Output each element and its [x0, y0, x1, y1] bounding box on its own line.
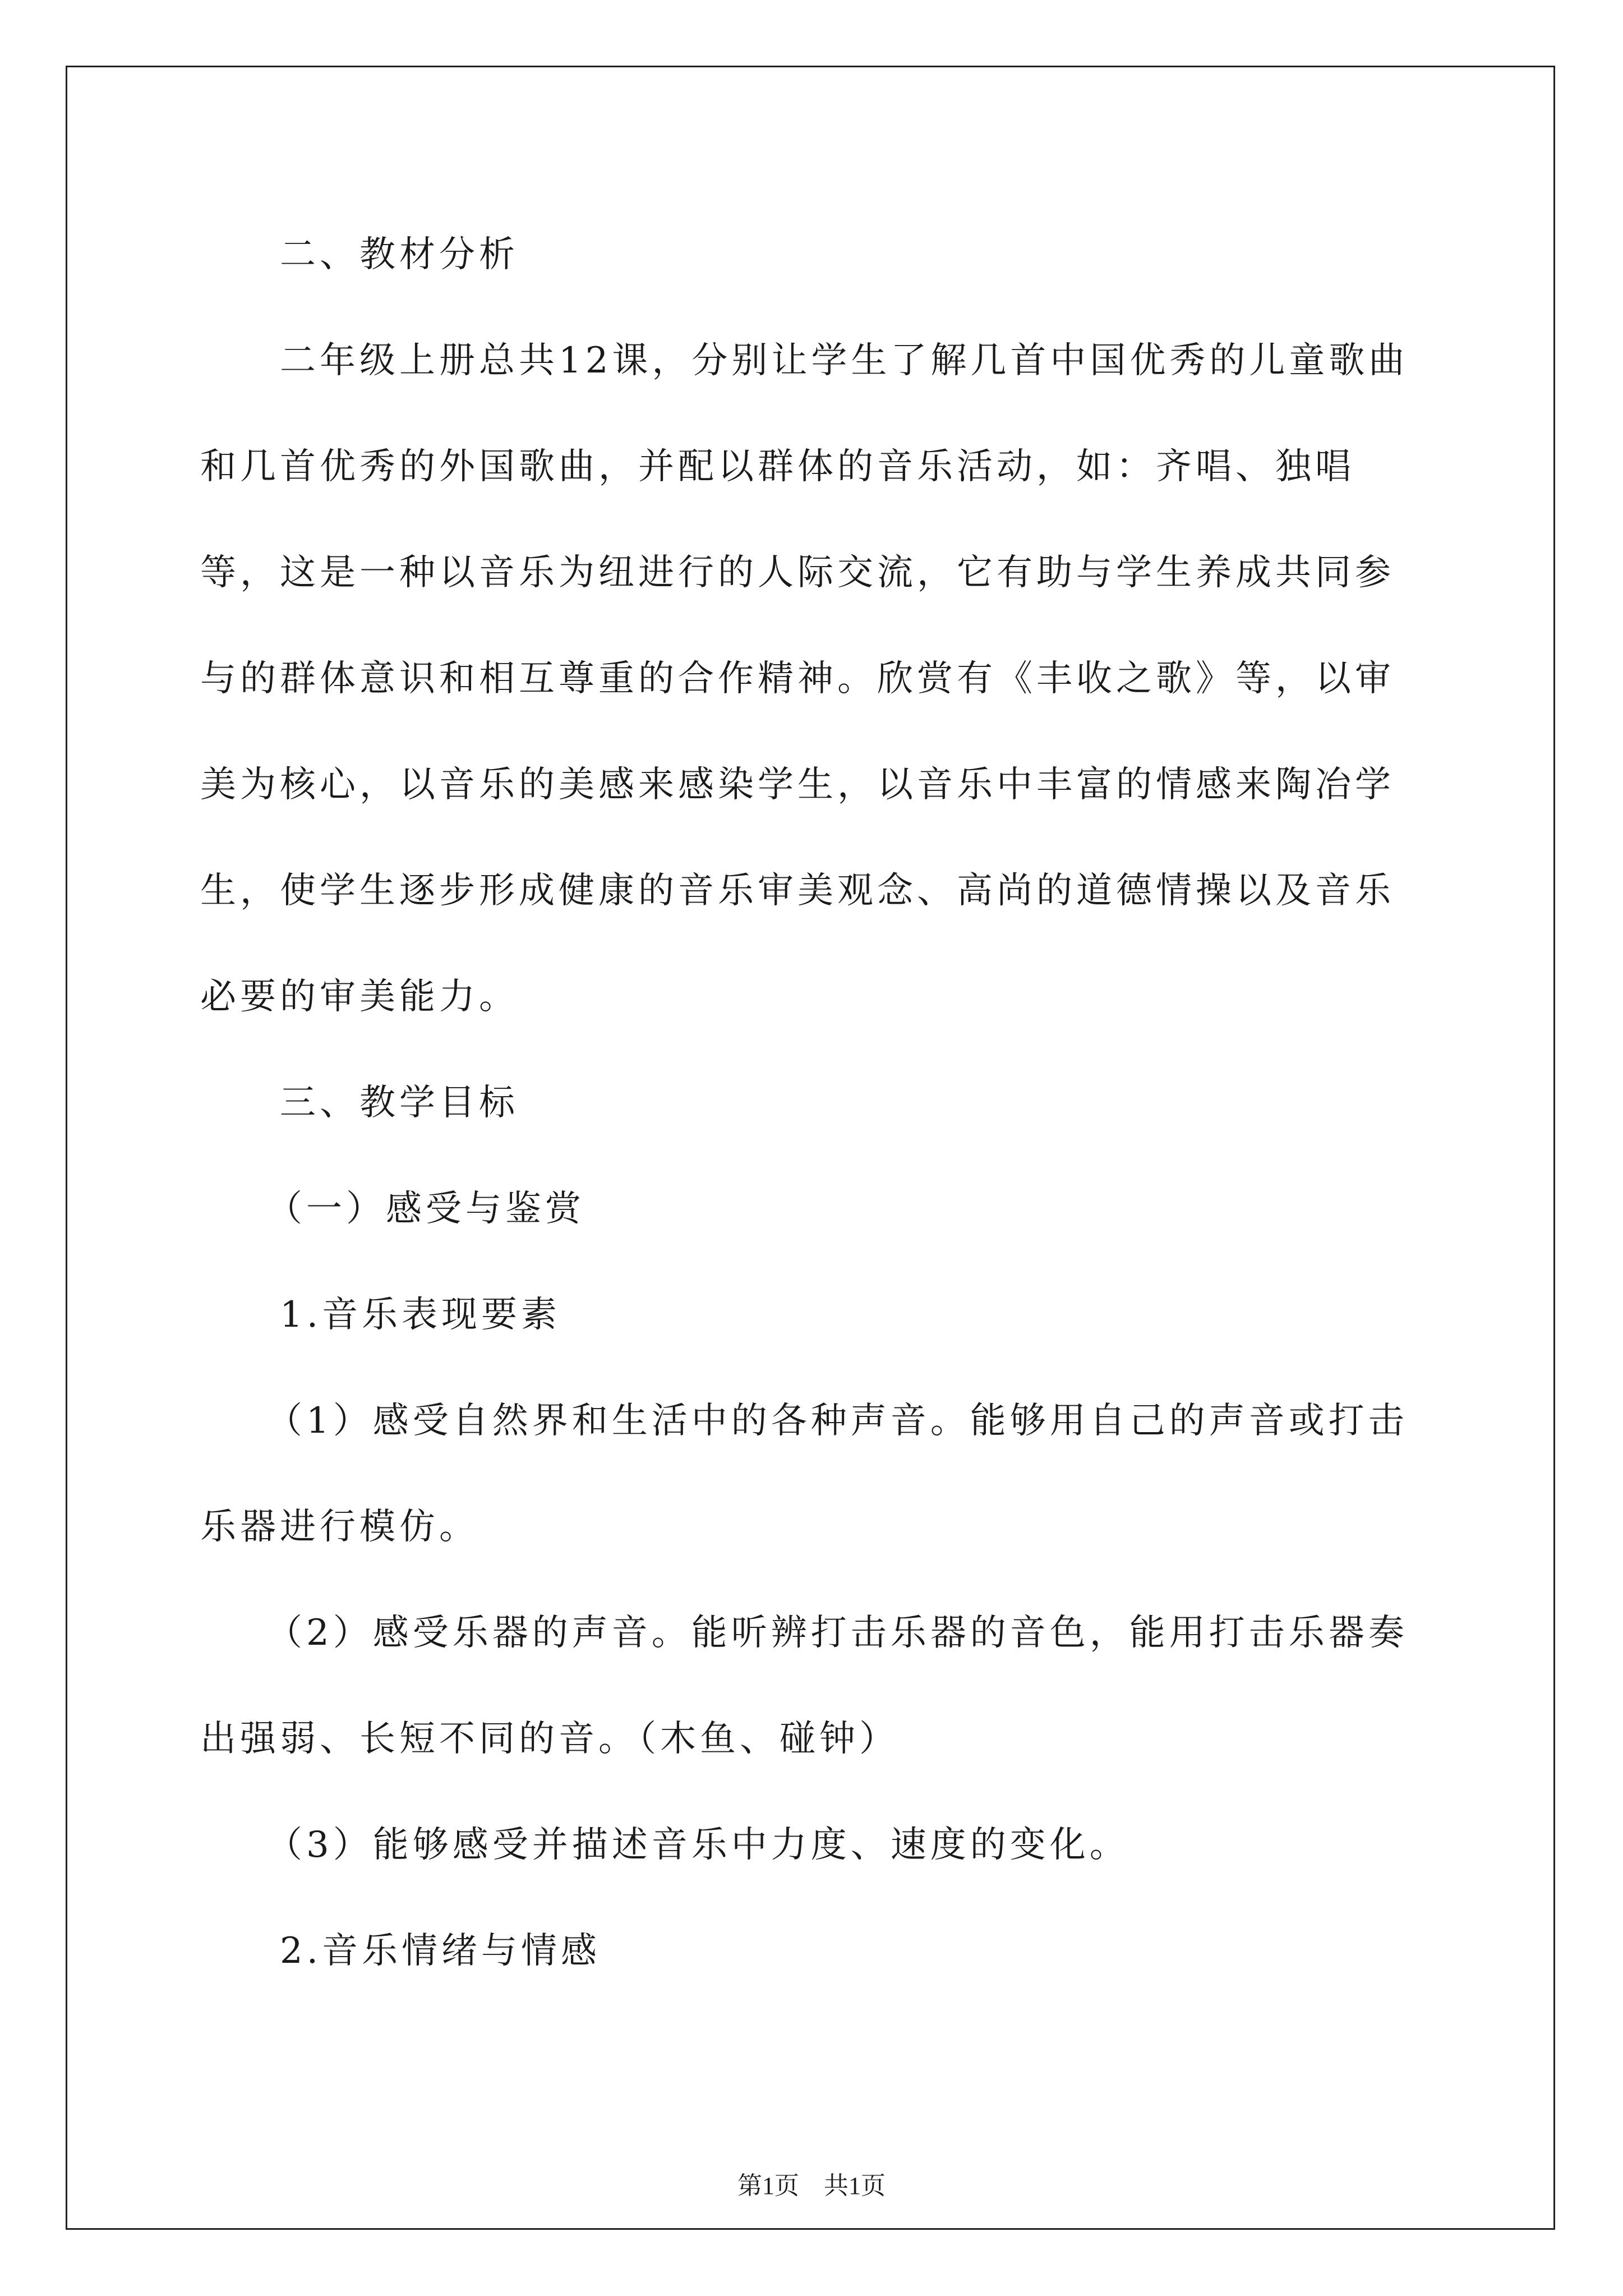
page-number-footer: 第1页 共1页: [737, 2172, 886, 2200]
subheading-appreciation: （一）感受与鉴赏: [266, 1188, 585, 1230]
list-item-music-emotion: 2.音乐情绪与情感: [280, 1930, 601, 1972]
list-item-dynamics-tempo: （3）能够感受并描述音乐中力度、速度的变化。: [266, 1824, 1129, 1866]
list-item-instrument-sounds: （2）感受乐器的声音。能听辨打击乐器的音色，能用打击乐器奏出强弱、长短不同的音。（木鱼、碰钟）: [200, 1612, 1408, 1760]
paragraph-material-analysis: 二年级上册总共12课，分别让学生了解几首中国优秀的儿童歌曲和几首优秀的外国歌曲，并配以群体的音乐活动，如：齐唱、独唱等，这是一种以音乐为纽进行的人际交流，它有助与学生养成共同参与的群体意识和相互尊重的合作精神。欣赏有《丰收之歌》等，以审美为核心，以音乐的美感来感染学生，以音乐中丰富的情感来陶冶学生，使学生逐步形成健康的音乐审美观念、高尚的道德情操以及音乐必要的审美能力。: [200, 340, 1409, 1018]
section-heading-teaching-goals: 三、教学目标: [280, 1082, 519, 1124]
list-item-music-elements: 1.音乐表现要素: [280, 1294, 561, 1336]
section-heading-teaching-material: 二、教材分析: [280, 234, 519, 275]
list-item-natural-sounds: （1）感受自然界和生活中的各种声音。能够用自己的声音或打击乐器进行模仿。: [200, 1400, 1408, 1548]
document-body: [200, 202, 1434, 2004]
